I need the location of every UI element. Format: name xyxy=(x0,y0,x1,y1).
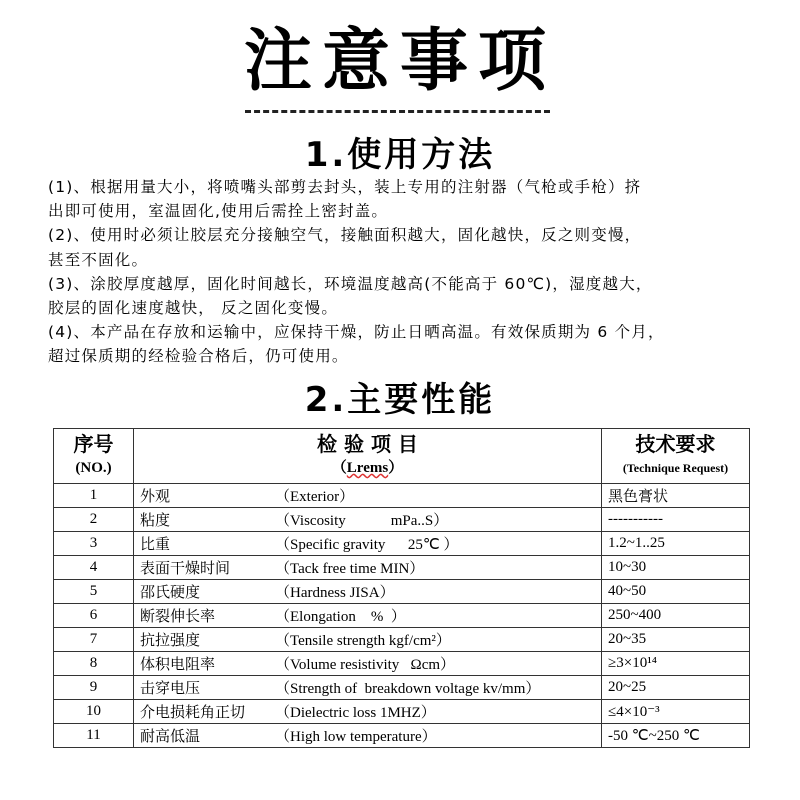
table-row xyxy=(54,676,750,700)
row-item-en: （Tensile strength kgf/cm²） xyxy=(275,633,451,649)
row-requirement: ----------- xyxy=(602,508,750,532)
row-no: 5 xyxy=(54,580,134,604)
row-requirement: 40~50 xyxy=(602,580,750,604)
table-row xyxy=(54,532,750,556)
row-no: 7 xyxy=(54,628,134,652)
table-row xyxy=(54,580,750,604)
row-item-en: （Hardness JISA） xyxy=(275,585,395,601)
row-no: 6 xyxy=(54,604,134,628)
row-item-cn: 击穿电压 xyxy=(140,679,201,697)
paren: ） xyxy=(388,460,404,476)
header-req-en: (Technique Request) xyxy=(622,461,729,475)
header-req-cn: 技术要求 xyxy=(635,432,716,456)
paren: （ xyxy=(331,460,347,476)
table-row xyxy=(54,508,750,532)
header-no-cn: 序号 xyxy=(73,432,114,456)
row-requirement: 黑色膏状 xyxy=(602,484,750,508)
row-item-en: （Dielectric loss 1MHZ） xyxy=(275,705,436,721)
row-item-en: （Strength of breakdown voltage kv/mm） xyxy=(275,681,541,697)
row-no: 4 xyxy=(54,556,134,580)
row-requirement: ≥3×10¹⁴ xyxy=(602,652,750,676)
row-item-cn: 比重 xyxy=(140,535,171,553)
row-item-cn: 体积电阻率 xyxy=(140,655,216,673)
row-item-cn: 耐高低温 xyxy=(140,727,201,745)
instruction-line: 胶层的固化速度越快， 反之固化变慢。 xyxy=(48,299,339,318)
row-item-en: （Viscosity mPa..S） xyxy=(275,513,449,529)
table-row xyxy=(54,652,750,676)
instruction-line: 超过保质期的经检验合格后，仍可使用。 xyxy=(48,347,349,366)
section2-heading: 2.主要性能 xyxy=(304,380,496,420)
row-no: 1 xyxy=(54,484,134,508)
row-requirement: ≤4×10⁻³ xyxy=(602,700,750,724)
table-row xyxy=(54,700,750,724)
row-item-en: （Exterior） xyxy=(275,489,355,505)
row-requirement: 20~25 xyxy=(602,676,750,700)
row-item-en: （Specific gravity 25℃ ） xyxy=(275,537,459,553)
row-no: 10 xyxy=(54,700,134,724)
performance-table xyxy=(53,428,750,748)
row-item-cn: 抗拉强度 xyxy=(140,631,201,649)
row-item-cn: 断裂伸长率 xyxy=(140,607,216,625)
row-item-cn: 介电损耗角正切 xyxy=(140,703,246,721)
row-item-en: （Volume resistivity Ωcm） xyxy=(275,657,456,673)
usage-instructions xyxy=(48,175,768,369)
table-row xyxy=(54,604,750,628)
header-item-cn: 检 验 项 目 xyxy=(317,432,418,456)
section1-heading: 1.使用方法 xyxy=(304,135,496,175)
header-no-en: (NO.) xyxy=(75,460,112,476)
instruction-line: 出即可使用，室温固化,使用后需拴上密封盖。 xyxy=(48,202,389,221)
table-row xyxy=(54,484,750,508)
row-item-cn: 表面干燥时间 xyxy=(140,559,231,577)
instruction-line: (4)、本产品在存放和运输中，应保持干燥，防止日晒高温。有效保质期为 6 个月， xyxy=(48,323,665,342)
instruction-line: (1)、根据用量大小，将喷嘴头部剪去封头，装上专用的注射器（气枪或手枪）挤 xyxy=(48,178,642,196)
row-requirement: -50 ℃~250 ℃ xyxy=(602,724,750,748)
table-header xyxy=(54,429,750,484)
row-item-cn: 外观 xyxy=(140,487,171,505)
table-row xyxy=(54,628,750,652)
row-requirement: 250~400 xyxy=(602,604,750,628)
instruction-line: (2)、使用时必须让胶层充分接触空气，接触面积越大，固化越快，反之则变慢， xyxy=(48,226,642,245)
row-no: 8 xyxy=(54,652,134,676)
row-requirement: 1.2~1..25 xyxy=(602,532,750,556)
row-no: 3 xyxy=(54,532,134,556)
row-item-en: （Elongation % ） xyxy=(275,609,406,625)
page-title: 注意事项 xyxy=(243,22,556,101)
instruction-line: (3)、涂胶厚度越厚，固化时间越长，环境温度越高(不能高于 60℃)，湿度越大， xyxy=(48,274,653,293)
table-row xyxy=(54,724,750,748)
row-no: 2 xyxy=(54,508,134,532)
instruction-line: 甚至不固化。 xyxy=(48,250,149,269)
row-item-cn: 邵氏硬度 xyxy=(140,583,201,601)
row-item-cn: 粘度 xyxy=(140,511,171,529)
row-requirement: 10~30 xyxy=(602,556,750,580)
row-no: 11 xyxy=(54,724,134,748)
title-divider xyxy=(245,110,550,113)
header-item-en: Lrems xyxy=(346,460,389,476)
row-requirement: 20~35 xyxy=(602,628,750,652)
row-item-en: （Tack free time MIN） xyxy=(275,561,425,577)
table-row xyxy=(54,556,750,580)
row-item-en: （High low temperature） xyxy=(275,729,437,745)
row-no: 9 xyxy=(54,676,134,700)
